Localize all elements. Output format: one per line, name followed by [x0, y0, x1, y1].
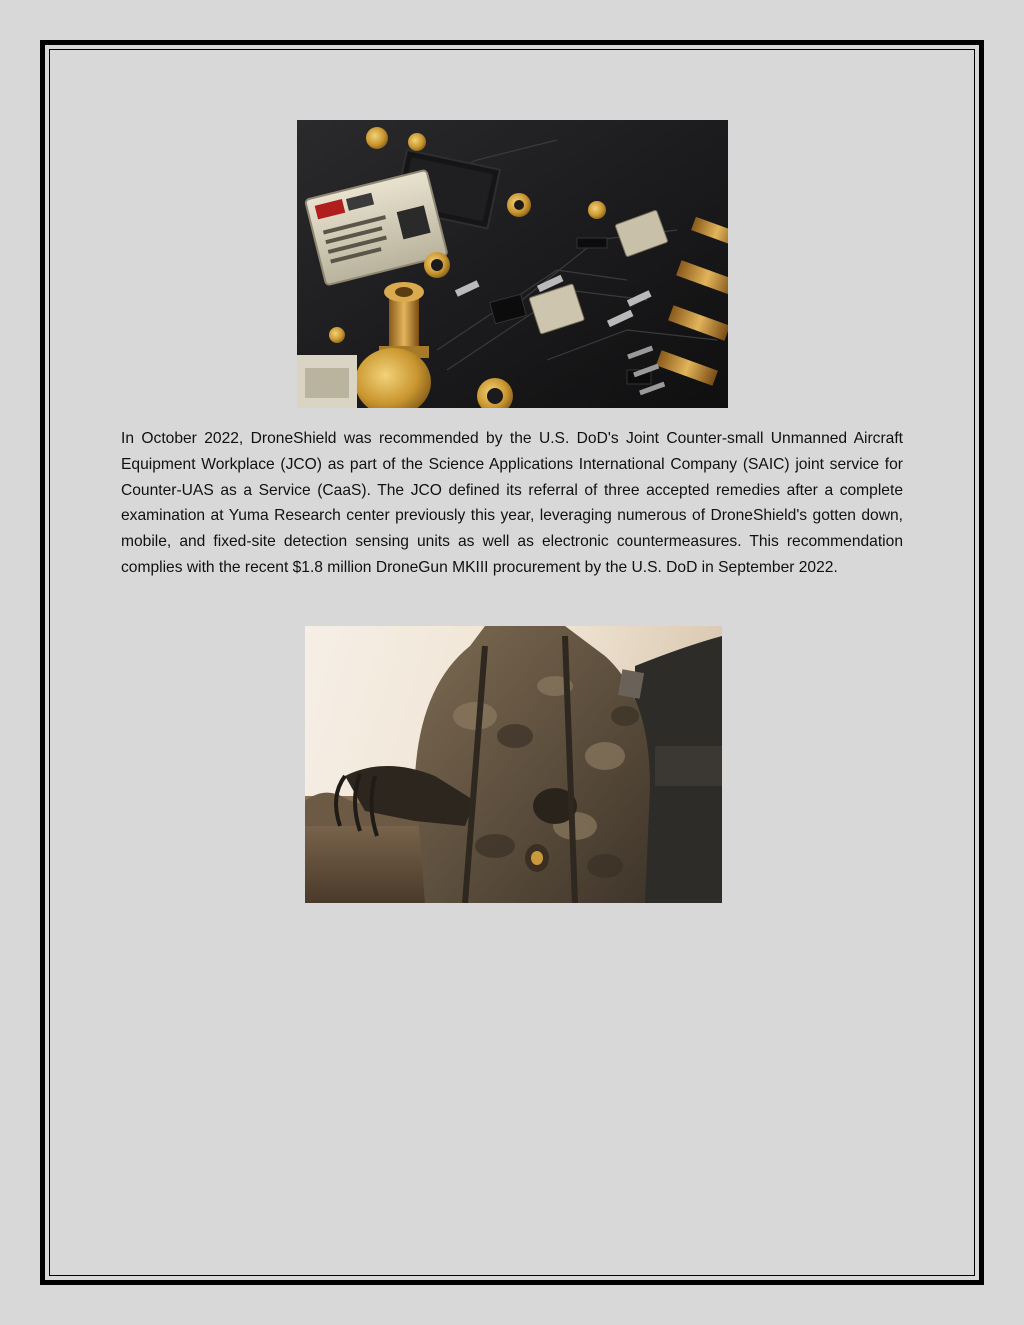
circuit-board-photo	[297, 120, 728, 408]
soldier-with-counter-drone-device-photo	[305, 626, 722, 903]
body-paragraph: In October 2022, DroneShield was recommended by the U.S. DoD's Joint Counter-small Unmanned Aircraft Equipment Workplace (JCO) as part of the Science Applications International Company (SAIC) joint service for Counter-UAS as a Service (CaaS). The JCO defined its referral of three accepted remedies after a complete examination at Yuma Research center previously this year, leveraging numerous of DroneShield's gotten down, mobile, and fixed-site detection sensing units as well as electronic countermeasures. This recommendation complies with the recent $1.8 million DroneGun MKIII procurement by the U.S. DoD in September 2022.	[121, 430, 903, 576]
